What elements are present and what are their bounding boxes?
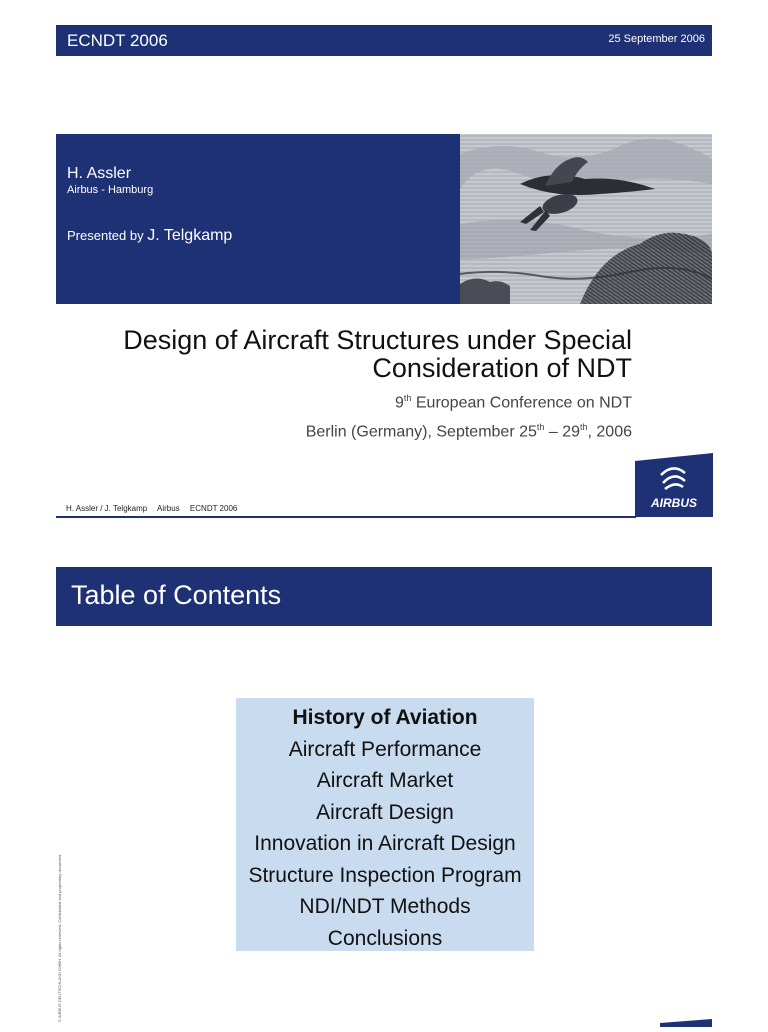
presenter-line xyxy=(67,227,232,245)
presenter-name: J. Telgkamp xyxy=(147,227,233,244)
footer-divider xyxy=(56,516,636,518)
venue-year: , 2006 xyxy=(587,423,632,441)
conference-name: ECNDT 2006 xyxy=(67,31,168,50)
header-bar xyxy=(56,25,712,56)
toc-item: Innovation in Aircraft Design xyxy=(254,832,516,855)
author-panel xyxy=(56,134,460,304)
author-affiliation: Airbus - Hamburg xyxy=(67,184,154,196)
toc-item: Conclusions xyxy=(327,926,443,950)
venue-suffix-1: th xyxy=(536,422,545,433)
airbus-logo xyxy=(635,453,713,517)
conference-title: European Conference on NDT xyxy=(411,394,632,412)
presentation-title-line2: Consideration of NDT xyxy=(372,353,632,383)
icarus-engraving-image xyxy=(460,134,712,304)
toc-list xyxy=(236,698,534,954)
toc-item: Aircraft Market xyxy=(316,769,454,792)
toc-heading: Table of Contents xyxy=(71,580,282,610)
footer-company: Airbus xyxy=(157,504,180,513)
toc-item: Aircraft Performance xyxy=(288,737,482,761)
conference-ordinal-suffix: th xyxy=(403,393,412,403)
venue-start: Berlin (Germany), September 25 xyxy=(305,423,537,441)
footer-authors: H. Assler / J. Telgkamp xyxy=(66,504,148,513)
toc-item: History of Aviation xyxy=(292,706,478,729)
venue-line xyxy=(123,417,632,442)
presented-by-label: Presented by xyxy=(67,228,144,243)
author-name: H. Assler xyxy=(67,165,132,182)
presentation-date: 25 September 2006 xyxy=(608,33,705,45)
slide-footer xyxy=(66,504,245,513)
toc-box xyxy=(236,698,534,951)
toc-header xyxy=(56,567,712,626)
airbus-logo-partial xyxy=(660,1014,712,1024)
venue-suffix-2: th xyxy=(580,422,588,433)
toc-item: NDI/NDT Methods xyxy=(299,895,471,918)
footer-event: ECNDT 2006 xyxy=(189,504,238,513)
airbus-logo-text: AIRBUS xyxy=(650,496,698,510)
toc-item: Structure Inspection Program xyxy=(248,863,522,887)
conference-ordinal: 9 xyxy=(395,394,404,412)
conference-line xyxy=(123,388,632,413)
cover-illustration xyxy=(460,134,712,304)
title-block xyxy=(123,326,632,443)
presentation-title-line1: Design of Aircraft Structures under Special xyxy=(123,325,632,355)
toc-item: Aircraft Design xyxy=(316,800,454,824)
venue-middle: – 29 xyxy=(544,423,580,441)
copyright-notice: © AIRBUS DEUTSCHLAND GMBH. All rights reserved. Confidential and proprietary document. xyxy=(57,853,62,1022)
